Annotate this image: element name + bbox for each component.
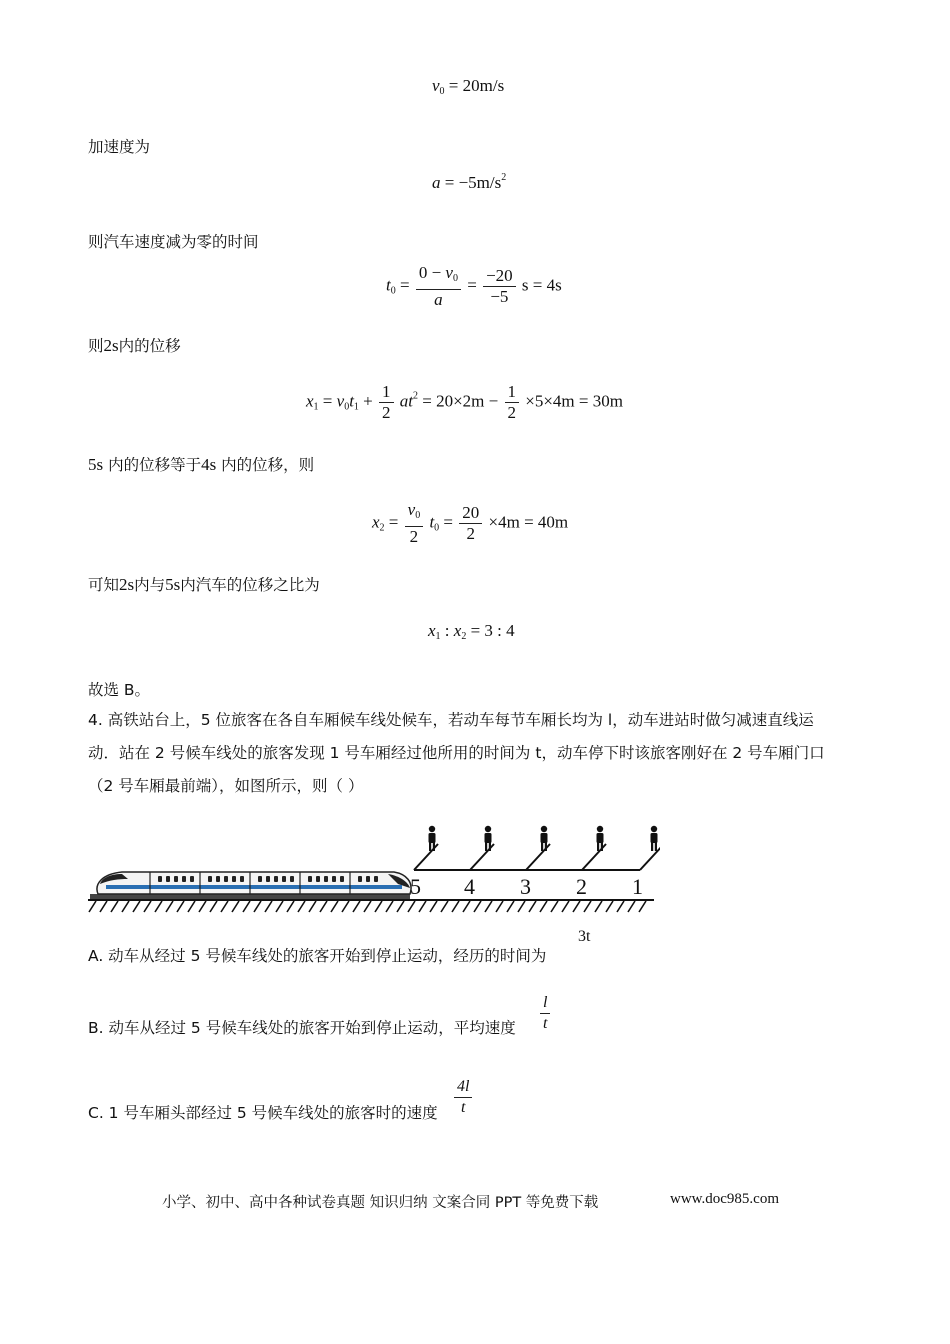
eq-x1: $x_1 = v_0t_1$ + $\frac{1}{2}$ $at^2 = 20\times 2m$ − $\frac{1}{2}$ ×5×4m = 30m xyxy=(306,382,623,422)
eq-x2: $x_2$ = $\frac{v_0}{2}$ $t_0$ = $\frac{20}{2}$ ×4m = 40m xyxy=(372,500,569,546)
passenger-icon-1 xyxy=(651,826,658,851)
label-displacement-2s: 则2s内的位移 xyxy=(88,336,181,355)
eq-t0: $t_0$ = $\frac{0 - v_0}{a}$ = $\frac{-20}{-5}$ s = 4s xyxy=(386,263,562,309)
fraction-half-1: $\frac{1}{2}$ xyxy=(379,382,394,423)
fraction-b: $\frac{l}{t}$ xyxy=(540,993,550,1034)
passenger-icons xyxy=(429,826,658,851)
option-b-value xyxy=(538,993,552,1034)
platform-label-5: 5 xyxy=(410,874,421,899)
platform-label-4: 4 xyxy=(464,874,475,899)
eq-ratio: $x_1$ : $x_2 = 3$ : 4 xyxy=(428,621,515,642)
fraction-x2-2: $\frac{20}{2}$ xyxy=(459,503,482,544)
passenger-icon-3 xyxy=(541,826,548,851)
fraction-t0-1: $\frac{0 - v_0}{a}$ xyxy=(416,263,461,310)
platform-label-3: 3 xyxy=(520,874,531,899)
question-line-1: 4. 高铁站台上，5 位旅客在各自车厢候车线处候车，若动车每节车厢长均为 l，动车进站时做匀减速直线运 xyxy=(88,711,814,729)
train-icon xyxy=(97,872,411,894)
eq-v0: $v_0 = 20m/s$ xyxy=(432,76,505,97)
eq-acceleration: $a = -5m/s^2$ xyxy=(432,172,507,192)
train-platform-figure xyxy=(88,822,660,914)
platform-label-2: 2 xyxy=(576,874,587,899)
passenger-icon-2 xyxy=(597,826,604,851)
fraction-t0-2: $\frac{-20}{-5}$ xyxy=(483,266,516,307)
label-ratio: 可知2s内与5s内汽车的位移之比为 xyxy=(88,575,320,594)
platform-outline xyxy=(414,844,660,870)
fraction-x2-1: $\frac{v_0}{2}$ xyxy=(405,500,424,547)
option-c-value xyxy=(452,1077,474,1118)
platform-label-1: 1 xyxy=(632,874,643,899)
fraction-c: $\frac{4l}{t}$ xyxy=(454,1077,472,1118)
option-a-value: 3t xyxy=(578,928,591,945)
footer-url[interactable]: www.doc985.com xyxy=(670,1191,780,1207)
passenger-icon-5 xyxy=(429,826,436,851)
ground-hatch xyxy=(88,900,654,912)
question-line-3: （2 号车厢最前端），如图所示，则（ ） xyxy=(88,777,364,795)
label-acceleration: 加速度为 xyxy=(88,138,151,156)
label-displacement-5s: 5s 内的位移等于4s 内的位移，则 xyxy=(88,455,315,474)
passenger-icon-4 xyxy=(485,826,492,851)
option-a: A. 动车从经过 5 号候车线处的旅客开始到停止运动，经历的时间为 xyxy=(88,947,547,965)
option-b: B. 动车从经过 5 号候车线处的旅客开始到停止运动，平均速度 xyxy=(88,1019,516,1037)
fraction-half-2: $\frac{1}{2}$ xyxy=(505,382,520,423)
footer-text: 小学、初中、高中各种试卷真题 知识归纳 文案合同 PPT 等免费下载 xyxy=(162,1195,599,1211)
label-stop-time: 则汽车速度减为零的时间 xyxy=(88,233,259,251)
answer-line: 故选 B。 xyxy=(88,681,151,699)
option-c: C. 1 号车厢头部经过 5 号候车线处的旅客时的速度 xyxy=(88,1104,438,1122)
question-line-2: 动．站在 2 号候车线处的旅客发现 1 号车厢经过他所用的时间为 t，动车停下时该旅客刚好在 2 号车厢门口 xyxy=(88,744,825,762)
